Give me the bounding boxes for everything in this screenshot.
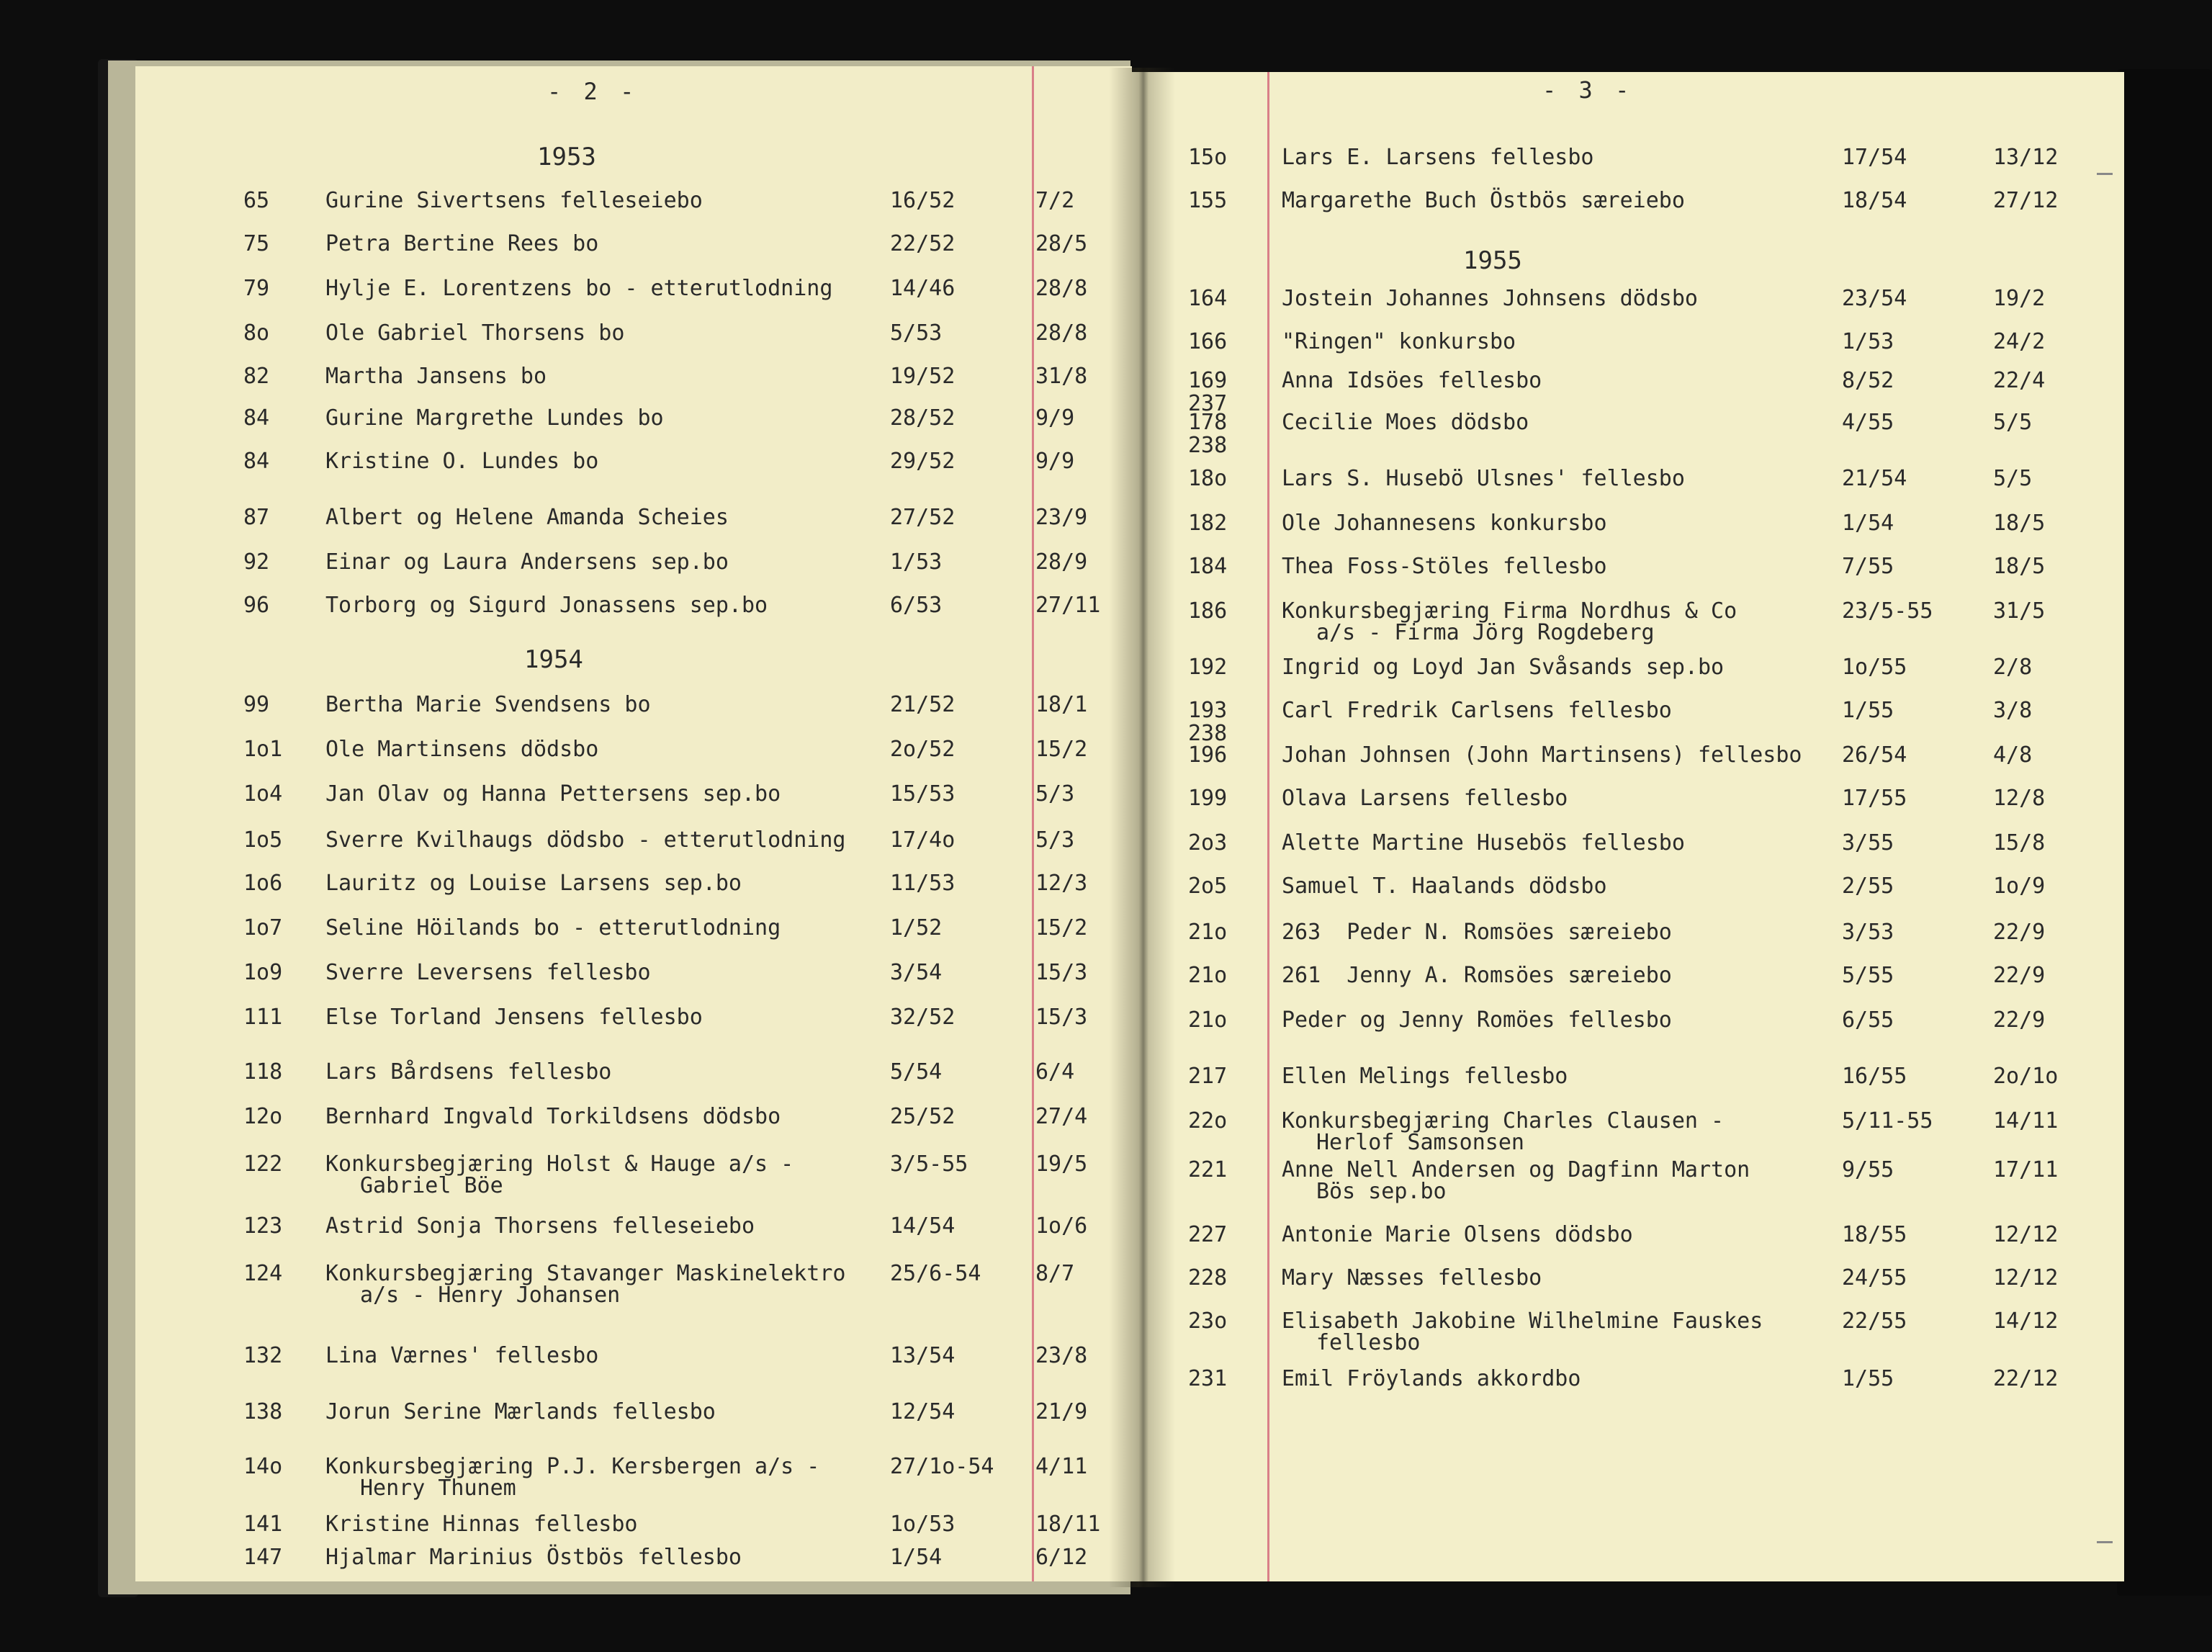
case-number: 21/54 bbox=[1842, 466, 1907, 491]
entry-number: 184 bbox=[1188, 554, 1228, 579]
entry-number: 196 bbox=[1188, 742, 1228, 768]
closing-date: 2/8 bbox=[1993, 655, 2033, 680]
case-number: 25/52 bbox=[890, 1104, 956, 1129]
entry-number-secondary: 237 bbox=[1188, 391, 1228, 416]
closing-date: 15/2 bbox=[1035, 915, 1088, 941]
case-number: 2/55 bbox=[1842, 874, 1894, 899]
case-number: 2o/52 bbox=[890, 737, 956, 762]
case-number: 1/54 bbox=[1842, 511, 1894, 536]
estate-name: Lars Bårdsens fellesbo bbox=[325, 1059, 612, 1085]
case-number: 22/52 bbox=[890, 231, 956, 256]
closing-date: 18/5 bbox=[1993, 554, 2046, 579]
entry-number: 1o5 bbox=[243, 827, 283, 853]
closing-date: 28/9 bbox=[1035, 549, 1088, 575]
case-number: 18/55 bbox=[1842, 1222, 1907, 1247]
entry-number-secondary: 238 bbox=[1188, 433, 1228, 458]
closing-date: 1o/9 bbox=[1993, 874, 2046, 899]
case-number: 4/55 bbox=[1842, 410, 1894, 435]
page-number: - 2 - bbox=[547, 78, 639, 105]
book-gutter-shadow bbox=[1109, 68, 1175, 1587]
entry-number: 75 bbox=[243, 231, 270, 256]
entry-number: 1o4 bbox=[243, 781, 283, 807]
closing-date: 28/5 bbox=[1035, 231, 1088, 256]
estate-name: Ingrid og Loyd Jan Svåsands sep.bo bbox=[1282, 655, 1725, 680]
case-number: 9/55 bbox=[1842, 1157, 1894, 1182]
entry-number: 23o bbox=[1188, 1308, 1228, 1334]
estate-name: 263 Peder N. Romsöes særeiebo bbox=[1282, 920, 1672, 945]
case-number: 17/4o bbox=[890, 827, 956, 853]
closing-date: 21/9 bbox=[1035, 1399, 1088, 1424]
closing-date: 15/3 bbox=[1035, 1005, 1088, 1030]
estate-name: Torborg og Sigurd Jonassens sep.bo bbox=[325, 593, 768, 618]
entry-number: 12o bbox=[243, 1104, 283, 1129]
case-number: 32/52 bbox=[890, 1005, 956, 1030]
case-number: 23/5-55 bbox=[1842, 598, 1933, 624]
case-number: 13/54 bbox=[890, 1343, 956, 1368]
case-number: 5/54 bbox=[890, 1059, 943, 1085]
estate-name: Thea Foss-Stöles fellesbo bbox=[1282, 554, 1607, 579]
estate-name: Alette Martine Husebös fellesbo bbox=[1282, 830, 1685, 856]
case-number: 5/53 bbox=[890, 320, 943, 346]
estate-name: Ole Johannesens konkursbo bbox=[1282, 511, 1607, 536]
entry-number: 169 bbox=[1188, 368, 1228, 393]
estate-name: Elisabeth Jakobine Wilhelmine Fauskes bbox=[1282, 1308, 1763, 1334]
closing-date: 18/11 bbox=[1035, 1512, 1101, 1537]
entry-number: 92 bbox=[243, 549, 270, 575]
entry-number: 221 bbox=[1188, 1157, 1228, 1182]
estate-name: Einar og Laura Andersens sep.bo bbox=[325, 549, 729, 575]
closing-date: 27/4 bbox=[1035, 1104, 1088, 1129]
closing-date: 24/2 bbox=[1993, 329, 2046, 354]
case-number: 3/5-55 bbox=[890, 1152, 968, 1177]
estate-name: Sverre Leversens fellesbo bbox=[325, 960, 651, 985]
entry-number: 79 bbox=[243, 276, 270, 301]
estate-name: Ellen Melings fellesbo bbox=[1282, 1064, 1568, 1089]
estate-name-continued: Bös sep.bo bbox=[1316, 1179, 1447, 1204]
estate-name: Jorun Serine Mærlands fellesbo bbox=[325, 1399, 716, 1424]
closing-date: 18/5 bbox=[1993, 511, 2046, 536]
estate-name: 261 Jenny A. Romsöes særeiebo bbox=[1282, 963, 1672, 988]
case-number: 1/54 bbox=[890, 1545, 943, 1570]
entry-number: 178 bbox=[1188, 410, 1228, 435]
case-number: 19/52 bbox=[890, 364, 956, 389]
entry-number: 227 bbox=[1188, 1222, 1228, 1247]
closing-date: 22/9 bbox=[1993, 1007, 2046, 1033]
case-number: 6/55 bbox=[1842, 1007, 1894, 1033]
case-number: 25/6-54 bbox=[890, 1261, 981, 1286]
closing-date: 6/12 bbox=[1035, 1545, 1088, 1570]
estate-name: Bernhard Ingvald Torkildsens dödsbo bbox=[325, 1104, 781, 1129]
case-number: 1/55 bbox=[1842, 1366, 1894, 1391]
closing-date: 17/11 bbox=[1993, 1157, 2059, 1182]
closing-date: 12/3 bbox=[1035, 871, 1088, 896]
estate-name: Konkursbegjæring Holst & Hauge a/s - bbox=[325, 1152, 794, 1177]
case-number: 27/52 bbox=[890, 505, 956, 530]
case-number: 1/53 bbox=[1842, 329, 1894, 354]
closing-date: 22/4 bbox=[1993, 368, 2046, 393]
estate-name: Astrid Sonja Thorsens felleseiebo bbox=[325, 1213, 755, 1239]
page-edge-marks bbox=[2097, 173, 2118, 1581]
page-number: - 3 - bbox=[1542, 76, 1634, 104]
estate-name: Gurine Margrethe Lundes bo bbox=[325, 405, 664, 431]
estate-name: Petra Bertine Rees bo bbox=[325, 231, 599, 256]
case-number: 11/53 bbox=[890, 871, 956, 896]
closing-date: 23/9 bbox=[1035, 505, 1088, 530]
entry-number: 132 bbox=[243, 1343, 283, 1368]
closing-date: 4/11 bbox=[1035, 1454, 1088, 1479]
closing-date: 15/8 bbox=[1993, 830, 2046, 856]
closing-date: 27/11 bbox=[1035, 593, 1101, 618]
case-number: 22/55 bbox=[1842, 1308, 1907, 1334]
estate-name: Gurine Sivertsens felleseiebo bbox=[325, 188, 703, 213]
entry-number: 124 bbox=[243, 1261, 283, 1286]
entry-number: 166 bbox=[1188, 329, 1228, 354]
estate-name: Konkursbegjæring Charles Clausen - bbox=[1282, 1108, 1725, 1133]
estate-name: Else Torland Jensens fellesbo bbox=[325, 1005, 703, 1030]
entry-number: 84 bbox=[243, 449, 270, 474]
case-number: 12/54 bbox=[890, 1399, 956, 1424]
entry-number: 82 bbox=[243, 364, 270, 389]
case-number: 17/55 bbox=[1842, 786, 1907, 811]
case-number: 29/52 bbox=[890, 449, 956, 474]
closing-date: 22/9 bbox=[1993, 963, 2046, 988]
entry-number: 182 bbox=[1188, 511, 1228, 536]
case-number: 5/11-55 bbox=[1842, 1108, 1933, 1133]
estate-name: Anne Nell Andersen og Dagfinn Marton bbox=[1282, 1157, 1750, 1182]
estate-name: Konkursbegjæring Stavanger Maskinelektro bbox=[325, 1261, 846, 1286]
estate-name: Ole Gabriel Thorsens bo bbox=[325, 320, 625, 346]
entry-number: 15o bbox=[1188, 145, 1228, 170]
entry-number: 21o bbox=[1188, 963, 1228, 988]
estate-name: Lina Værnes' fellesbo bbox=[325, 1343, 599, 1368]
entry-number: 2o3 bbox=[1188, 830, 1228, 856]
closing-date: 19/5 bbox=[1035, 1152, 1088, 1177]
entry-number: 192 bbox=[1188, 655, 1228, 680]
entry-number: 228 bbox=[1188, 1265, 1228, 1290]
entry-number: 1o7 bbox=[243, 915, 283, 941]
entry-number: 84 bbox=[243, 405, 270, 431]
estate-name-continued: a/s - Firma Jörg Rogdeberg bbox=[1316, 620, 1655, 645]
entry-number: 99 bbox=[243, 692, 270, 717]
estate-name: Cecilie Moes dödsbo bbox=[1282, 410, 1529, 435]
entry-number: 87 bbox=[243, 505, 270, 530]
entry-number: 8o bbox=[243, 320, 270, 346]
entry-number: 231 bbox=[1188, 1366, 1228, 1391]
estate-name: Jostein Johannes Johnsens dödsbo bbox=[1282, 286, 1698, 311]
closing-date: 12/12 bbox=[1993, 1265, 2059, 1290]
case-number: 14/46 bbox=[890, 276, 956, 301]
closing-date: 5/5 bbox=[1993, 466, 2033, 491]
entry-number: 18o bbox=[1188, 466, 1228, 491]
book-cover-right bbox=[2117, 69, 2212, 1596]
estate-name: Konkursbegjæring Firma Nordhus & Co bbox=[1282, 598, 1737, 624]
case-number: 21/52 bbox=[890, 692, 956, 717]
closing-date: 4/8 bbox=[1993, 742, 2033, 768]
estate-name: Lars S. Husebö Ulsnes' fellesbo bbox=[1282, 466, 1685, 491]
closing-date: 13/12 bbox=[1993, 145, 2059, 170]
estate-name: Samuel T. Haalands dödsbo bbox=[1282, 874, 1607, 899]
closing-date: 28/8 bbox=[1035, 276, 1088, 301]
closing-date: 22/12 bbox=[1993, 1366, 2059, 1391]
case-number: 1o/53 bbox=[890, 1512, 956, 1537]
entry-number: 122 bbox=[243, 1152, 283, 1177]
estate-name: Lars E. Larsens fellesbo bbox=[1282, 145, 1594, 170]
case-number: 14/54 bbox=[890, 1213, 956, 1239]
estate-name: Hjalmar Marinius Östbös fellesbo bbox=[325, 1545, 742, 1570]
entry-number: 193 bbox=[1188, 698, 1228, 723]
estate-name: Konkursbegjæring P.J. Kersbergen a/s - bbox=[325, 1454, 820, 1479]
closing-date: 9/9 bbox=[1035, 449, 1075, 474]
closing-date: 5/3 bbox=[1035, 827, 1075, 853]
estate-name: "Ringen" konkursbo bbox=[1282, 329, 1516, 354]
case-number: 28/52 bbox=[890, 405, 956, 431]
case-number: 8/52 bbox=[1842, 368, 1894, 393]
entry-number: 123 bbox=[243, 1213, 283, 1239]
case-number: 15/53 bbox=[890, 781, 956, 807]
entry-number: 14o bbox=[243, 1454, 283, 1479]
closing-date: 27/12 bbox=[1993, 188, 2059, 213]
estate-name: Antonie Marie Olsens dödsbo bbox=[1282, 1222, 1633, 1247]
closing-date: 2o/1o bbox=[1993, 1064, 2059, 1089]
estate-name: Kristine O. Lundes bo bbox=[325, 449, 599, 474]
left-page bbox=[135, 66, 1132, 1581]
case-number: 1/53 bbox=[890, 549, 943, 575]
estate-name: Ole Martinsens dödsbo bbox=[325, 737, 599, 762]
case-number: 16/55 bbox=[1842, 1064, 1907, 1089]
estate-name: Lauritz og Louise Larsens sep.bo bbox=[325, 871, 742, 896]
year-heading: 1954 bbox=[524, 645, 583, 674]
estate-name: Bertha Marie Svendsens bo bbox=[325, 692, 651, 717]
estate-name: Peder og Jenny Romöes fellesbo bbox=[1282, 1007, 1672, 1033]
estate-name: Margarethe Buch Östbös særeiebo bbox=[1282, 188, 1685, 213]
case-number: 3/53 bbox=[1842, 920, 1894, 945]
entry-number: 186 bbox=[1188, 598, 1228, 624]
entry-number: 65 bbox=[243, 188, 270, 213]
estate-name: Kristine Hinnas fellesbo bbox=[325, 1512, 638, 1537]
entry-number: 118 bbox=[243, 1059, 283, 1085]
entry-number: 1o6 bbox=[243, 871, 283, 896]
entry-number: 96 bbox=[243, 593, 270, 618]
estate-name-continued: Henry Thunem bbox=[360, 1476, 516, 1501]
entry-number: 1o9 bbox=[243, 960, 283, 985]
estate-name-continued: Herlof Samsonsen bbox=[1316, 1130, 1524, 1155]
entry-number: 21o bbox=[1188, 1007, 1228, 1033]
closing-date: 14/11 bbox=[1993, 1108, 2059, 1133]
estate-name: Anna Idsöes fellesbo bbox=[1282, 368, 1542, 393]
right-page bbox=[1132, 72, 2124, 1581]
margin-red-line bbox=[1032, 66, 1034, 1581]
closing-date: 12/12 bbox=[1993, 1222, 2059, 1247]
closing-date: 18/1 bbox=[1035, 692, 1088, 717]
case-number: 16/52 bbox=[890, 188, 956, 213]
closing-date: 22/9 bbox=[1993, 920, 2046, 945]
entry-number: 199 bbox=[1188, 786, 1228, 811]
year-heading: 1955 bbox=[1463, 246, 1522, 275]
closing-date: 5/3 bbox=[1035, 781, 1075, 807]
closing-date: 6/4 bbox=[1035, 1059, 1075, 1085]
estate-name: Emil Fröylands akkordbo bbox=[1282, 1366, 1581, 1391]
case-number: 24/55 bbox=[1842, 1265, 1907, 1290]
closing-date: 15/2 bbox=[1035, 737, 1088, 762]
entry-number: 1o1 bbox=[243, 737, 283, 762]
estate-name: Sverre Kvilhaugs dödsbo - etterutlodning bbox=[325, 827, 846, 853]
case-number: 3/54 bbox=[890, 960, 943, 985]
case-number: 3/55 bbox=[1842, 830, 1894, 856]
entry-number-secondary: 238 bbox=[1188, 721, 1228, 746]
margin-red-line bbox=[1267, 72, 1269, 1581]
closing-date: 31/8 bbox=[1035, 364, 1088, 389]
closing-date: 31/5 bbox=[1993, 598, 2046, 624]
closing-date: 3/8 bbox=[1993, 698, 2033, 723]
closing-date: 14/12 bbox=[1993, 1308, 2059, 1334]
closing-date: 8/7 bbox=[1035, 1261, 1075, 1286]
case-number: 1o/55 bbox=[1842, 655, 1907, 680]
case-number: 26/54 bbox=[1842, 742, 1907, 768]
closing-date: 19/2 bbox=[1993, 286, 2046, 311]
case-number: 18/54 bbox=[1842, 188, 1907, 213]
entry-number: 217 bbox=[1188, 1064, 1228, 1089]
entry-number: 147 bbox=[243, 1545, 283, 1570]
case-number: 1/55 bbox=[1842, 698, 1894, 723]
closing-date: 15/3 bbox=[1035, 960, 1088, 985]
estate-name: Mary Næsses fellesbo bbox=[1282, 1265, 1542, 1290]
case-number: 17/54 bbox=[1842, 145, 1907, 170]
case-number: 1/52 bbox=[890, 915, 943, 941]
entry-number: 2o5 bbox=[1188, 874, 1228, 899]
estate-name-continued: Gabriel Böe bbox=[360, 1173, 503, 1198]
closing-date: 12/8 bbox=[1993, 786, 2046, 811]
closing-date: 9/9 bbox=[1035, 405, 1075, 431]
closing-date: 23/8 bbox=[1035, 1343, 1088, 1368]
entry-number: 22o bbox=[1188, 1108, 1228, 1133]
entry-number: 138 bbox=[243, 1399, 283, 1424]
estate-name-continued: a/s - Henry Johansen bbox=[360, 1283, 621, 1308]
estate-name: Hylje E. Lorentzens bo - etterutlodning bbox=[325, 276, 833, 301]
entry-number: 21o bbox=[1188, 920, 1228, 945]
closing-date: 5/5 bbox=[1993, 410, 2033, 435]
estate-name: Seline Höilands bo - etterutlodning bbox=[325, 915, 781, 941]
entry-number: 164 bbox=[1188, 286, 1228, 311]
estate-name: Albert og Helene Amanda Scheies bbox=[325, 505, 729, 530]
closing-date: 1o/6 bbox=[1035, 1213, 1088, 1239]
estate-name: Johan Johnsen (John Martinsens) fellesbo bbox=[1282, 742, 1802, 768]
case-number: 27/1o-54 bbox=[890, 1454, 994, 1479]
entry-number: 155 bbox=[1188, 188, 1228, 213]
case-number: 23/54 bbox=[1842, 286, 1907, 311]
estate-name: Jan Olav og Hanna Pettersens sep.bo bbox=[325, 781, 781, 807]
entry-number: 111 bbox=[243, 1005, 283, 1030]
closing-date: 7/2 bbox=[1035, 188, 1075, 213]
entry-number: 141 bbox=[243, 1512, 283, 1537]
estate-name: Carl Fredrik Carlsens fellesbo bbox=[1282, 698, 1672, 723]
case-number: 6/53 bbox=[890, 593, 943, 618]
year-heading: 1953 bbox=[537, 143, 596, 171]
estate-name-continued: fellesbo bbox=[1316, 1330, 1421, 1355]
case-number: 7/55 bbox=[1842, 554, 1894, 579]
case-number: 5/55 bbox=[1842, 963, 1894, 988]
estate-name: Olava Larsens fellesbo bbox=[1282, 786, 1568, 811]
estate-name: Martha Jansens bo bbox=[325, 364, 547, 389]
closing-date: 28/8 bbox=[1035, 320, 1088, 346]
